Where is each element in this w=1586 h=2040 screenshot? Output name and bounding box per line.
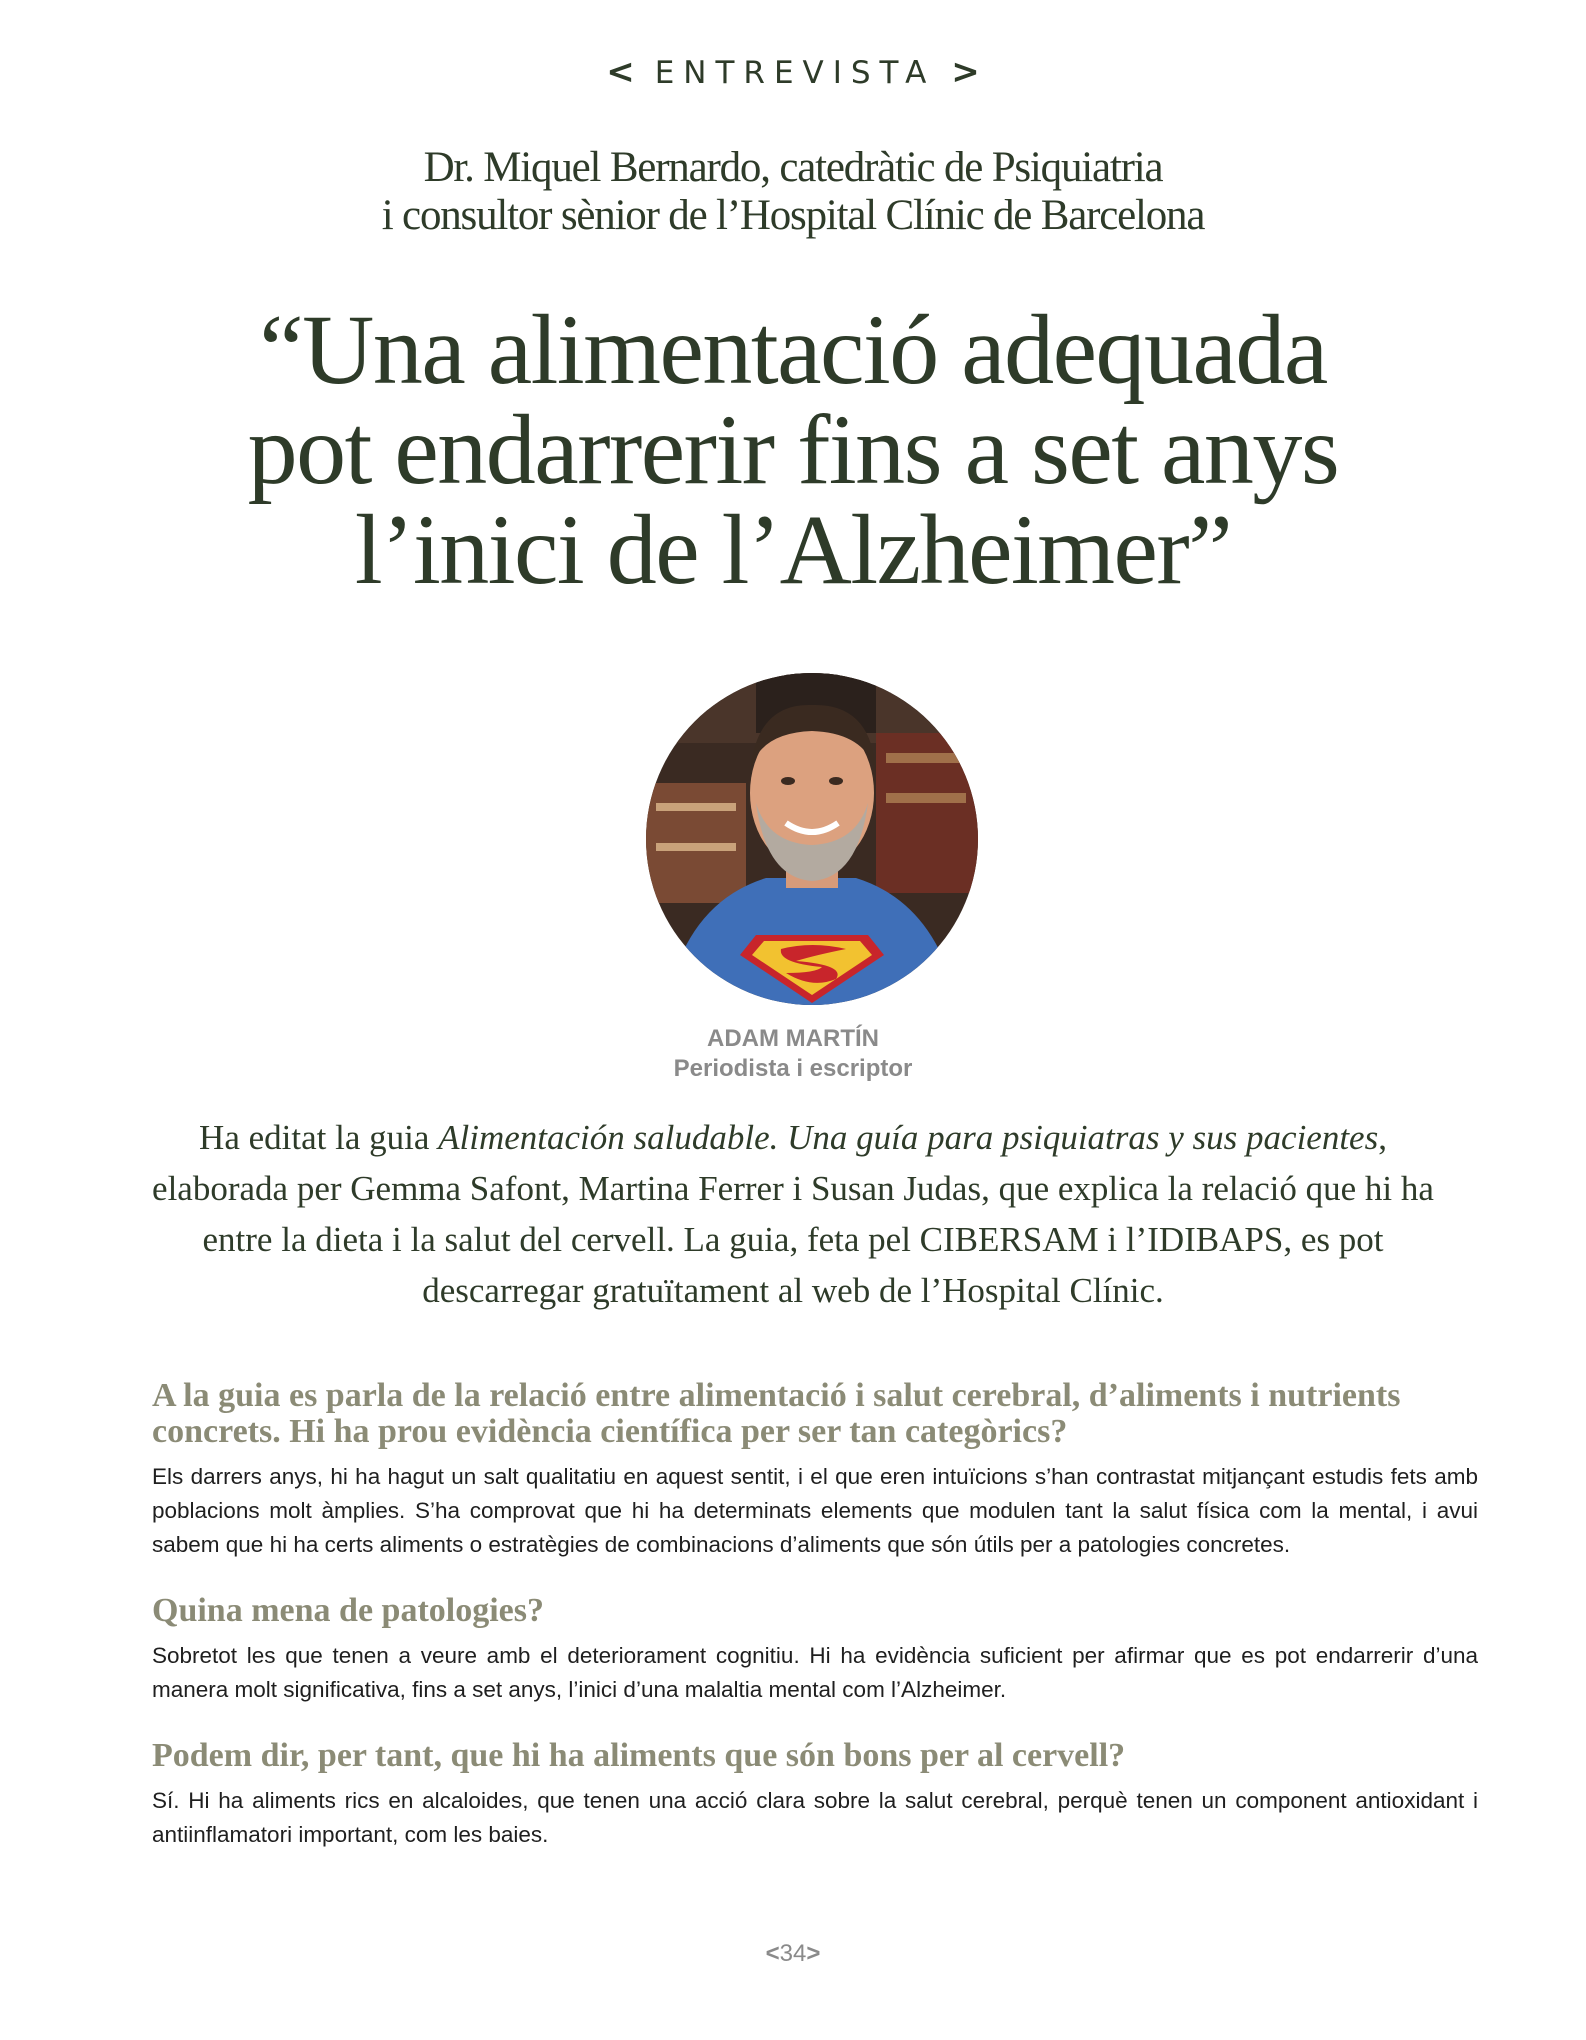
answer: Sí. Hi ha aliments rics en alcaloides, que tenen una acció clara sobre la salut cerebral, perquè tenen un component antioxidant i antiinflamatori important, com les baies. xyxy=(152,1788,1478,1847)
author-portrait-illustration xyxy=(646,673,978,1005)
chevron-right-icon: > xyxy=(951,52,980,92)
headline-line-2: pot endarrerir fins a set anys xyxy=(247,394,1339,505)
chevron-right-icon: > xyxy=(806,1940,821,1967)
qa-block-1 xyxy=(152,1378,1478,1562)
chevron-left-icon: < xyxy=(606,52,635,92)
section-name: ENTREVISTA xyxy=(654,55,936,91)
qa-block-2 xyxy=(152,1593,1478,1707)
subtitle-line-1: Dr. Miquel Bernardo, catedràtic de Psiquiatria xyxy=(423,144,1163,191)
answer: Els darrers anys, hi ha hagut un salt qualitatiu en aquest sentit, i el que eren intuïcions s’han contrastat mitjançant estudis fets amb poblacions molt àmplies. S’ha comprovat que hi ha determinats elements que modulen tant la salut física com la mental, i avui sabem que hi ha certs aliments o estratègies de combinacions d’aliments que són útils per a patologies concretes. xyxy=(152,1464,1478,1557)
headline-line-3: l’inici de l’Alzheimer” xyxy=(354,494,1232,605)
author-role: Periodista i escriptor xyxy=(673,1055,913,1082)
section-label xyxy=(0,52,1586,93)
interviewee-subtitle xyxy=(0,144,1586,240)
book-title: Alimentación saludable. Una guía para psiquiatras y sus pacientes xyxy=(438,1118,1379,1157)
qa-block-3 xyxy=(152,1738,1478,1852)
subtitle-line-2: i consultor sènior de l’Hospital Clínic de Barcelona xyxy=(381,192,1205,239)
page-number xyxy=(0,1940,1586,1968)
question: Quina mena de patologies? xyxy=(152,1592,544,1629)
headline-line-1: “Una alimentació adequada xyxy=(259,294,1327,405)
chevron-left-icon: < xyxy=(765,1940,780,1967)
question: Podem dir, per tant, que hi ha aliments que són bons per al cervell? xyxy=(152,1737,1126,1774)
intro-text-end: , elaborada per Gemma Safont, Martina Ferrer i Susan Judas, que explica la relació que hi ha entre la dieta i la salut del cervell. La guia, feta pel CIBERSAM i l’IDIBAPS, es pot descarregar gratuïtament al web de l’Hospital Clínic. xyxy=(152,1118,1434,1310)
author-name: ADAM MARTÍN xyxy=(707,1025,879,1052)
headline xyxy=(0,294,1586,605)
question: A la guia es parla de la relació entre alimentació i salut cerebral, d’aliments i nutrients concrets. Hi ha prou evidència científica per ser tan categòrics? xyxy=(152,1377,1401,1450)
author-photo xyxy=(646,673,978,1005)
intro-text-start: Ha editat la guia xyxy=(199,1118,439,1157)
page-number-value: 34 xyxy=(779,1940,807,1967)
intro-paragraph xyxy=(150,1112,1436,1316)
answer: Sobretot les que tenen a veure amb el deteriorament cognitiu. Hi ha evidència suficient per afirmar que es pot endarrerir d’una manera molt significativa, fins a set anys, l’inici d’una malaltia mental com l’Alzheimer. xyxy=(152,1643,1478,1702)
